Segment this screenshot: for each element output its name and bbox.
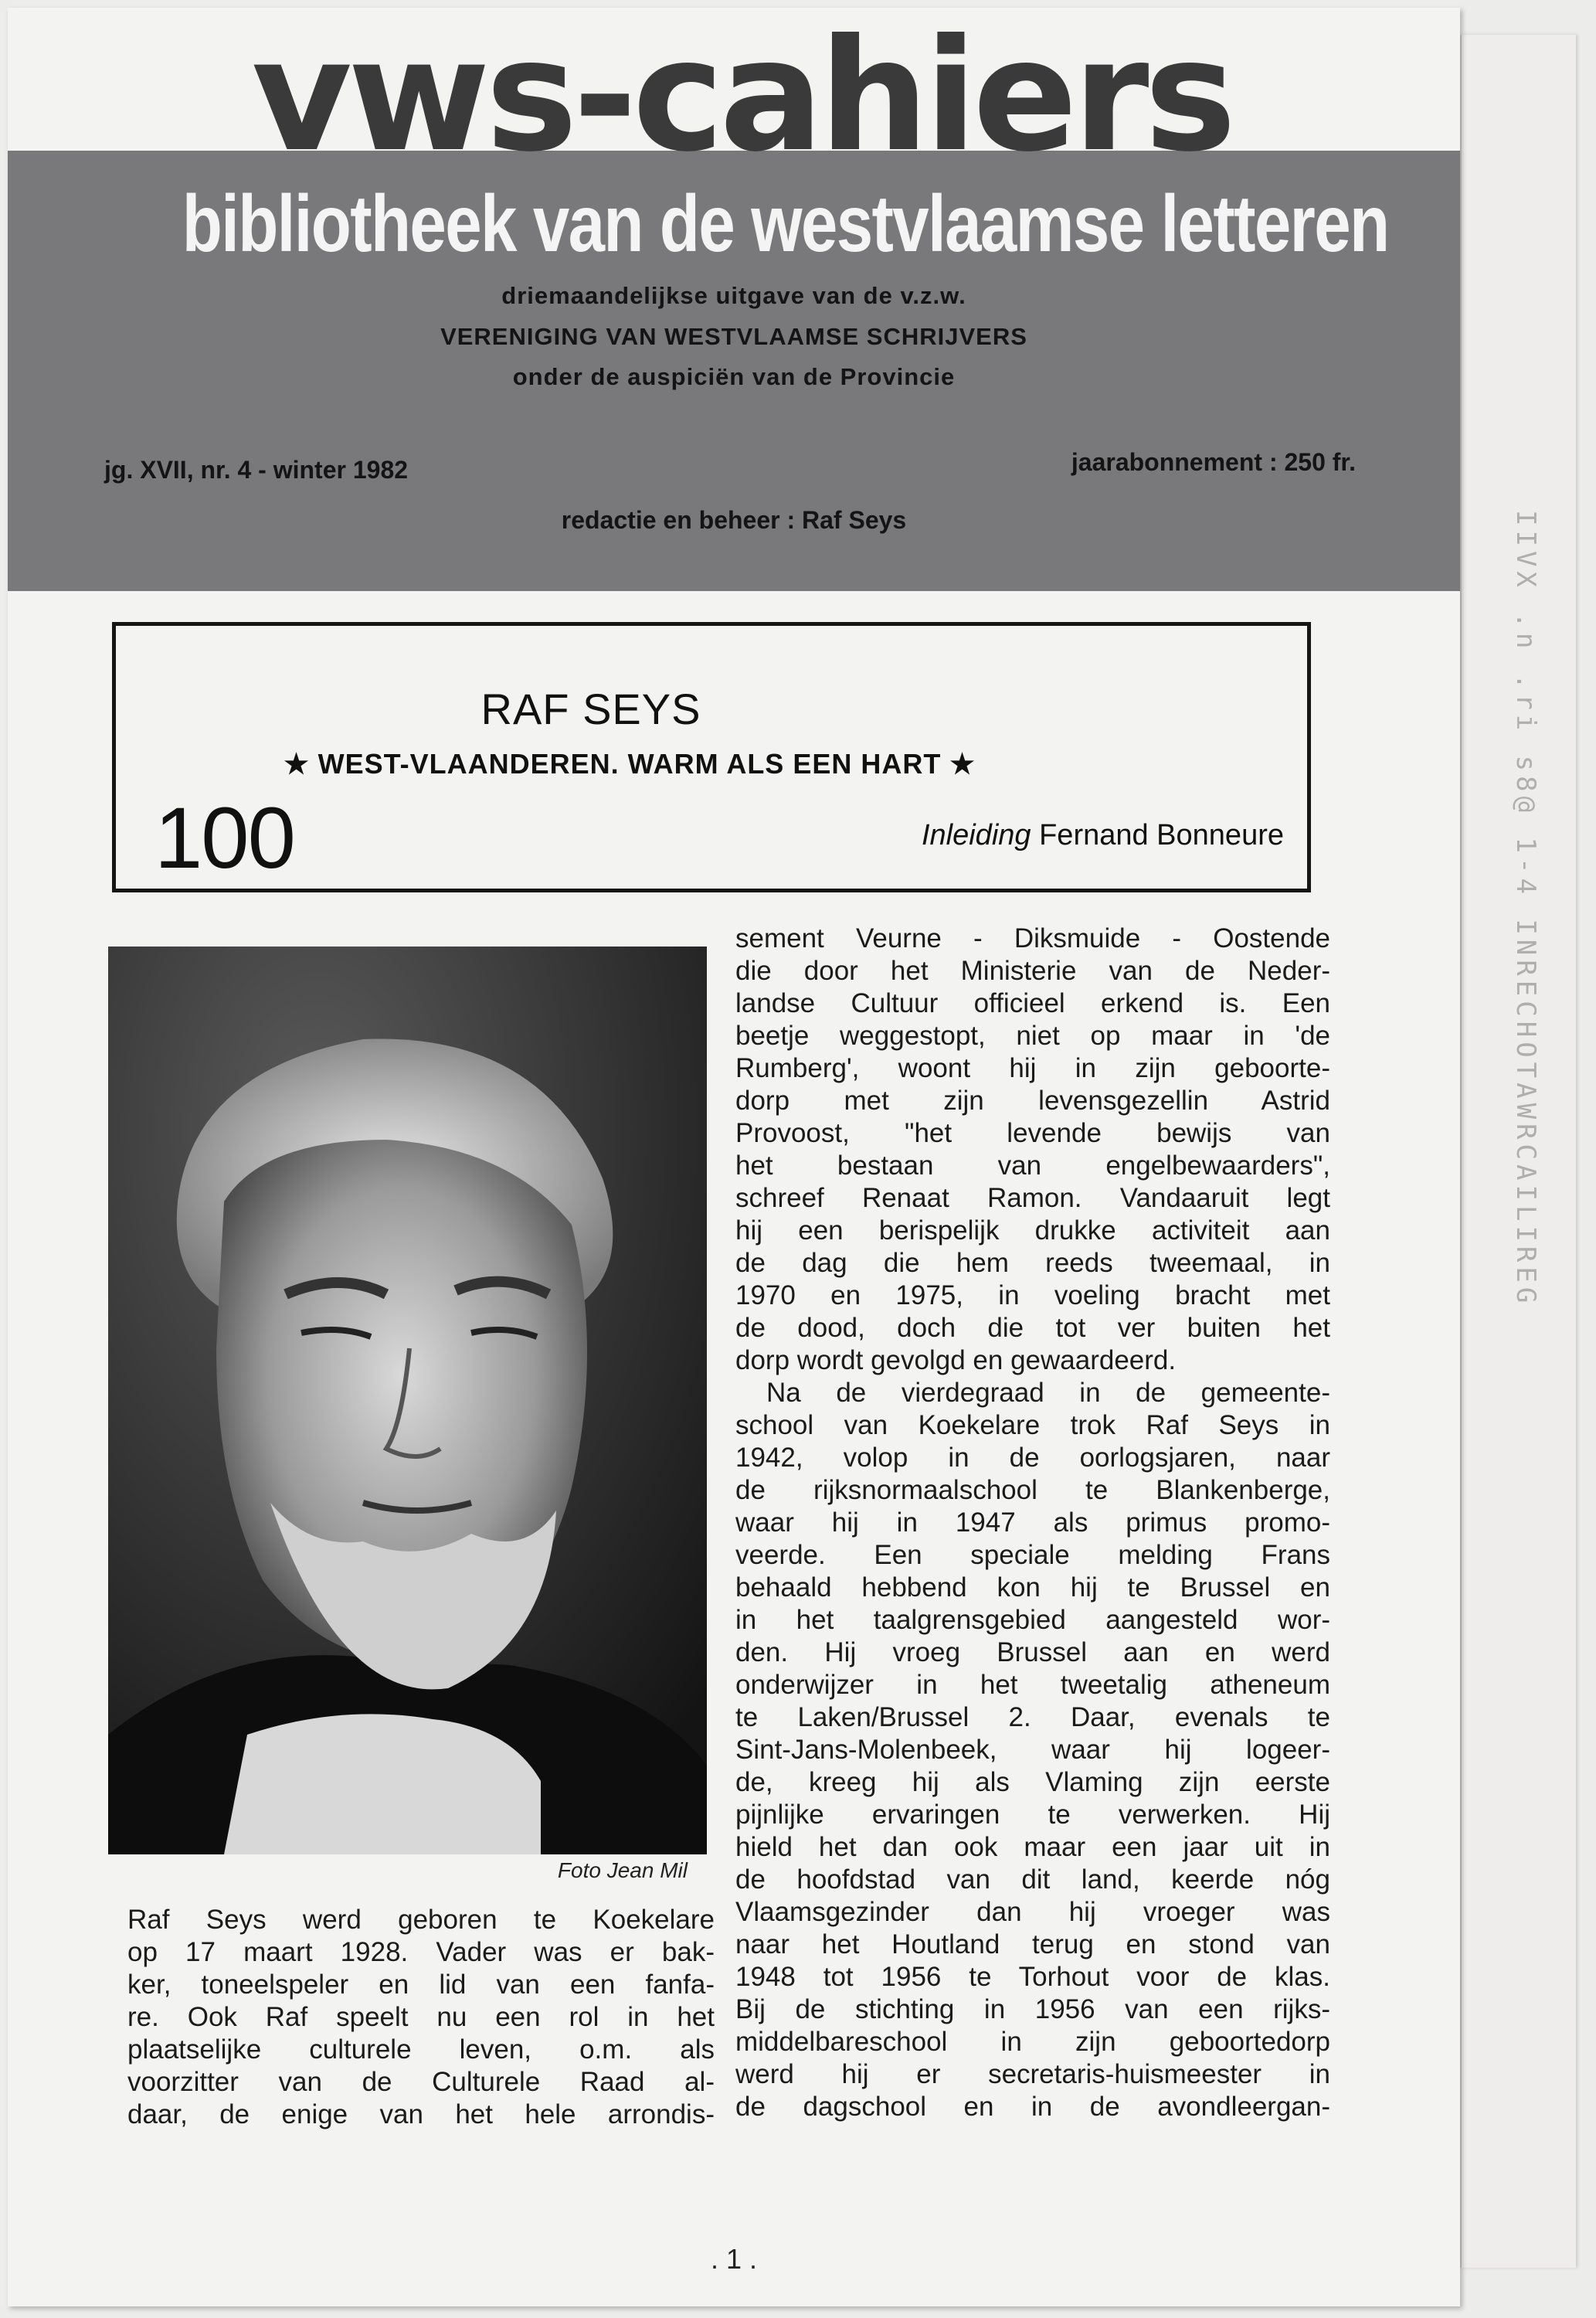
publisher-line-2: VERENIGING VAN WESTVLAAMSE SCHRIJVERS <box>440 323 1027 350</box>
text-line: de rijksnormaalschool te Blankenberge, <box>735 1475 1330 1505</box>
text-line: Rumberg', woont hij in zijn geboorte- <box>735 1053 1330 1083</box>
text-line: plaatselijke culturele leven, o.m. als <box>127 2034 715 2065</box>
issue-line: jg. XVII, nr. 4 - winter 1982 <box>104 456 409 484</box>
text-line: den. Hij vroeg Brussel aan en werd <box>735 1637 1330 1667</box>
text-line: behaald hebbend kon hij te Brussel en <box>735 1572 1330 1603</box>
text-line: dorp met zijn levensgezellin Astrid <box>735 1086 1330 1116</box>
text-line: hij een berispelijk drukke activiteit aan <box>735 1215 1330 1246</box>
paragraph-1 <box>735 923 1330 1377</box>
publisher-line-3: onder de auspiciën van de Provincie <box>512 363 956 390</box>
author-portrait-image <box>108 947 707 1854</box>
intro-label: Inleiding <box>921 819 1031 851</box>
text-line: de hoofdstad van dit land, keerde nóg <box>735 1864 1330 1895</box>
publisher-line-1: driemaandelijkse uitgave van de v.z.w. <box>501 282 966 309</box>
text-line: te Laken/Brussel 2. Daar, evenals te <box>735 1702 1330 1732</box>
issue-number: 100 <box>155 790 294 886</box>
text-line: naar het Houtland terug en stond van <box>735 1929 1330 1959</box>
text-line: de dood, doch die tot ver buiten het <box>735 1313 1330 1343</box>
title-box <box>112 622 1311 892</box>
text-line: re. Ook Raf speelt nu een rol in het <box>127 2002 715 2032</box>
text-line: Vlaamsgezinder dan hij vroeger was <box>735 1897 1330 1927</box>
editor-line: redactie en beheer : Raf Seys <box>561 506 907 534</box>
text-line: daar, de enige van het hele arrondis- <box>127 2099 715 2129</box>
paragraph-2 <box>735 1377 1330 2123</box>
book-title: ★ WEST-VLAANDEREN. WARM ALS EEN HART ★ <box>284 748 976 780</box>
text-line: ker, toneelspeler en lid van een fanfa- <box>127 1970 715 2000</box>
text-line: school van Koekelare trok Raf Seys in <box>735 1410 1330 1440</box>
text-line: de, kreeg hij als Vlaming zijn eerste <box>735 1767 1330 1797</box>
text-line: voorzitter van de Culturele Raad al- <box>127 2067 715 2097</box>
text-line: dorp wordt gevolgd en gewaardeerd. <box>735 1345 1177 1375</box>
text-line: schreef Renaat Ramon. Vandaaruit legt <box>735 1183 1330 1213</box>
text-line: beetje weggestopt, niet op maar in 'de <box>735 1021 1330 1051</box>
text-line: sement Veurne - Diksmuide - Oostende <box>735 923 1330 953</box>
masthead-subtitle: bibliotheek van de westvlaamse letteren <box>182 179 1389 269</box>
paragraph-1 <box>127 1904 715 2131</box>
text-line: 1948 tot 1956 te Torhout voor de klas. <box>735 1962 1330 1992</box>
left-column <box>127 1904 715 2131</box>
text-line: op 17 maart 1928. Vader was er bak- <box>127 1937 715 1967</box>
text-line: veerde. Een speciale melding Frans <box>735 1540 1330 1570</box>
introduction-credit <box>922 819 1284 852</box>
cover-page <box>8 8 1460 2306</box>
text-line: 1970 en 1975, in voeling bracht met <box>735 1280 1330 1310</box>
text-line: middelbareschool in zijn geboortedorp <box>735 2027 1330 2057</box>
intro-author: Fernand Bonneure <box>1039 819 1284 851</box>
text-line: in het taalgrensgebied aangesteld wor- <box>735 1605 1330 1635</box>
text-line: onderwijzer in het tweetalig atheneum <box>735 1670 1330 1700</box>
text-line: het bestaan van engelbewaarders", <box>735 1151 1330 1181</box>
text-line: 1942, volop in de oorlogsjaren, naar <box>735 1443 1330 1473</box>
text-line: werd hij er secretaris-huismeester in <box>735 2059 1330 2089</box>
text-line: Provoost, "het levende bewijs van <box>735 1118 1330 1148</box>
text-line: Bij de stichting in 1956 van een rijks- <box>735 1994 1330 2024</box>
text-line: de dagschool en in de avondleergan- <box>735 2092 1330 2122</box>
text-line: die door het Ministerie van de Neder- <box>735 956 1330 986</box>
text-line: landse Cultuur officieel erkend is. Een <box>735 988 1330 1018</box>
photo-caption: Foto Jean Mil <box>557 1858 688 1882</box>
text-line: Raf Seys werd geboren te Koekelare <box>127 1905 715 1935</box>
author-photo <box>108 947 707 1854</box>
text-line: pijnlijke ervaringen te verwerken. Hij <box>735 1800 1330 1830</box>
back-page-text: IIVX .n .ri s8@ 1-4 INRECHOTAWRCAILIREG <box>1510 510 1541 1308</box>
subscription-price: jaarabonnement : 250 fr. <box>1071 448 1356 476</box>
text-line: Na de vierdegraad in de gemeente- <box>766 1378 1330 1408</box>
text-line: hield het dan ook maar een jaar uit in <box>735 1832 1330 1862</box>
text-line: Sint-Jans-Molenbeek, waar hij logeer- <box>735 1735 1330 1765</box>
page-number: . 1 . <box>710 2243 758 2275</box>
book-author: RAF SEYS <box>480 685 701 733</box>
masthead-title: vws-cahiers <box>251 31 1232 185</box>
text-line: waar hij in 1947 als primus promo- <box>735 1507 1330 1538</box>
right-column <box>735 923 1330 2123</box>
text-line: de dag die hem reeds tweemaal, in <box>735 1248 1330 1278</box>
